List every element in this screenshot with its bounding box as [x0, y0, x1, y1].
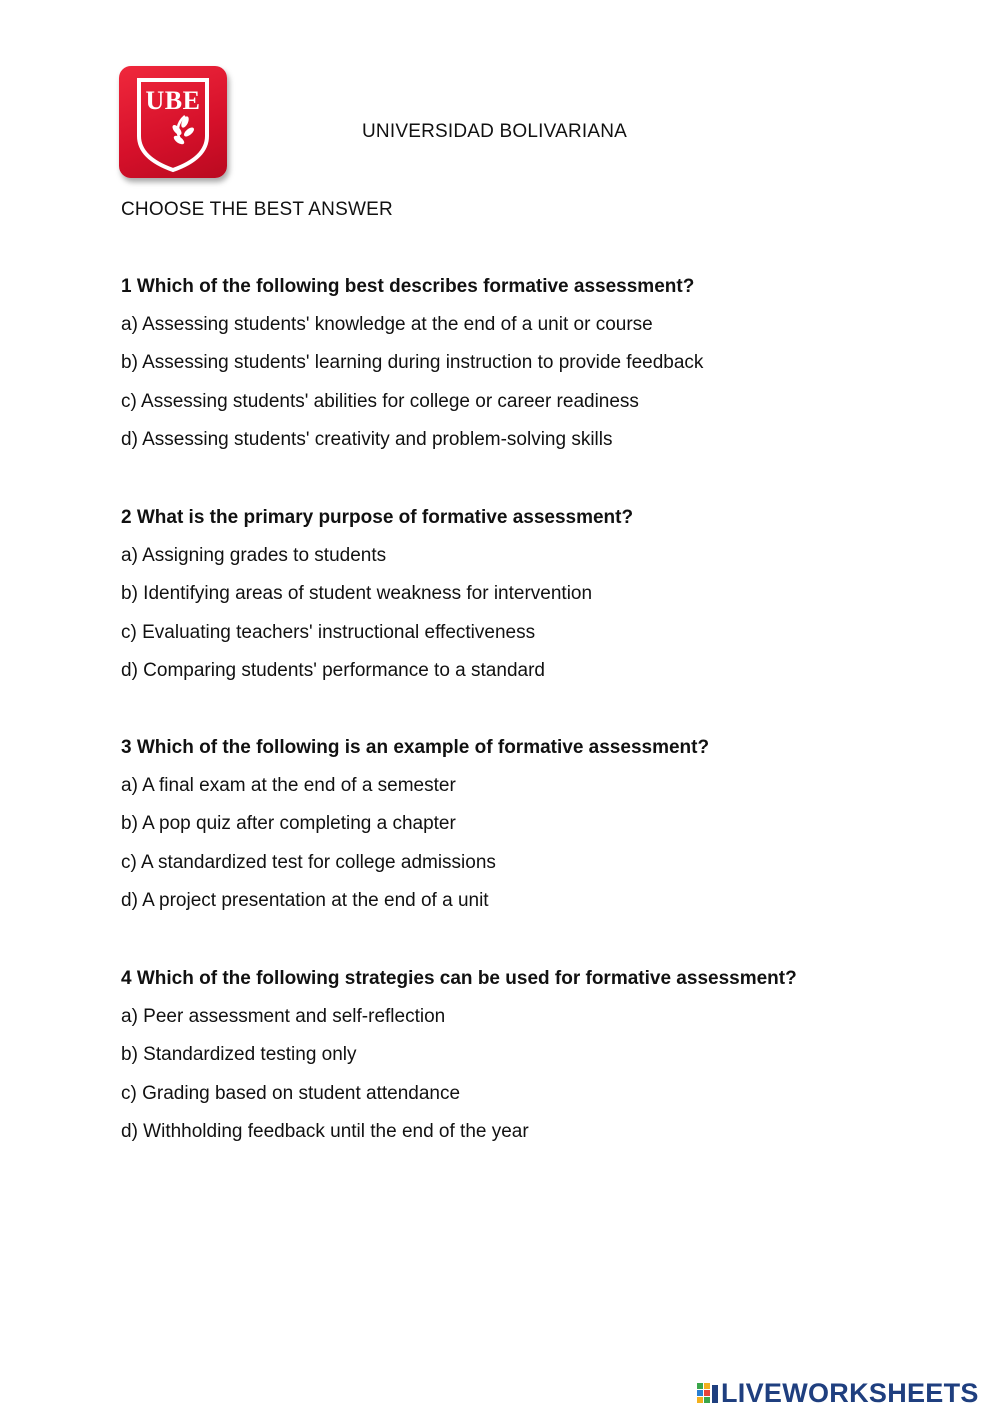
- answer-option[interactable]: d) Withholding feedback until the end of the year: [121, 1120, 529, 1142]
- question-block: [121, 276, 941, 467]
- university-logo: [119, 66, 227, 178]
- liveworksheets-brand[interactable]: [697, 1378, 979, 1408]
- answer-option[interactable]: b) Assessing students' learning during instruction to provide feedback: [121, 352, 704, 374]
- answer-option[interactable]: c) Evaluating teachers' instructional effectiveness: [121, 621, 536, 643]
- answer-option[interactable]: d) Comparing students' performance to a standard: [121, 659, 545, 681]
- logo-text: UBE: [145, 86, 201, 115]
- answer-option[interactable]: c) A standardized test for college admissions: [121, 851, 496, 873]
- answer-option[interactable]: b) A pop quiz after completing a chapter: [121, 813, 456, 835]
- question-block: [121, 968, 941, 1159]
- answer-option[interactable]: a) Peer assessment and self-reflection: [121, 1006, 446, 1027]
- instruction-heading: CHOOSE THE BEST ANSWER: [121, 199, 393, 220]
- answer-option[interactable]: a) Assessing students' knowledge at the end of a unit or course: [121, 314, 653, 335]
- question-block: [121, 507, 941, 698]
- answer-option[interactable]: b) Standardized testing only: [121, 1044, 357, 1066]
- answer-option[interactable]: a) Assigning grades to students: [121, 545, 387, 566]
- question-title: 4 Which of the following strategies can be used for formative assessment?: [121, 968, 797, 989]
- question-title: 3 Which of the following is an example of formative assessment?: [121, 737, 710, 758]
- university-name: UNIVERSIDAD BOLIVARIANA: [362, 121, 628, 142]
- answer-option[interactable]: c) Grading based on student attendance: [121, 1082, 461, 1104]
- answer-option[interactable]: d) Assessing students' creativity and problem-solving skills: [121, 428, 613, 450]
- answer-option[interactable]: d) A project presentation at the end of a unit: [121, 889, 489, 911]
- answer-option[interactable]: b) Identifying areas of student weakness for intervention: [121, 583, 593, 605]
- question-title: 1 Which of the following best describes formative assessment?: [121, 276, 695, 297]
- answer-option[interactable]: a) A final exam at the end of a semester: [121, 775, 456, 796]
- brand-name: LIVEWORKSHEETS: [721, 1377, 979, 1408]
- question-block: [121, 737, 941, 928]
- liveworksheets-icon: [697, 1381, 719, 1405]
- question-title: 2 What is the primary purpose of formative assessment?: [121, 507, 634, 528]
- answer-option[interactable]: c) Assessing students' abilities for college or career readiness: [121, 390, 639, 412]
